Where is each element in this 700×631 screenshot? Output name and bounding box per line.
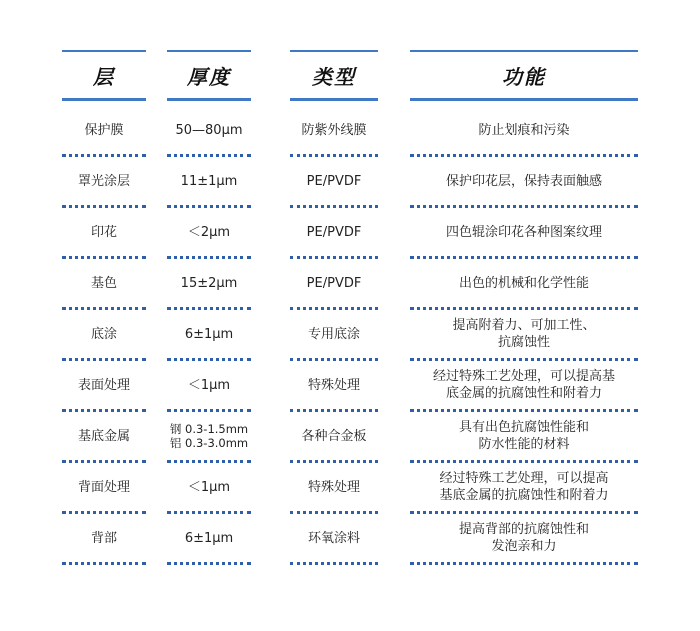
cell-function <box>410 363 638 407</box>
cell-function-line: 经过特殊工艺处理，可以提高 <box>439 471 609 486</box>
cell-function-line: 提高背部的抗腐蚀性和 <box>458 522 589 537</box>
cell-layer: 底涂 <box>90 326 117 342</box>
cell-type: PE/PVDF <box>306 224 362 240</box>
cell-thickness: 50—80μm <box>175 122 243 138</box>
row-divider <box>290 409 378 412</box>
cell-layer: 印花 <box>90 224 117 240</box>
cell-thickness: 6±1μm <box>184 326 234 342</box>
cell-layer: 表面处理 <box>77 377 130 393</box>
row-divider <box>167 409 251 412</box>
cell-type: 环氧涂料 <box>307 530 360 546</box>
row-divider <box>167 511 251 514</box>
cell-function <box>410 210 638 254</box>
cell-thickness <box>167 414 251 458</box>
row-divider <box>410 256 638 259</box>
cell-function-line: 底金属的抗腐蚀性和附着力 <box>445 386 602 401</box>
cell-function <box>410 159 638 203</box>
cell-thickness-line: 铝 0.3-3.0mm <box>169 436 249 450</box>
cell-layer: 基色 <box>90 275 117 291</box>
cell-function-line: 抗腐蚀性 <box>497 335 550 350</box>
table-row <box>50 261 642 312</box>
cell-thickness: 6±1μm <box>184 530 234 546</box>
row-divider <box>62 256 146 259</box>
cell-layer: 保护膜 <box>84 122 124 138</box>
row-divider <box>62 358 146 361</box>
row-divider <box>167 154 251 157</box>
row-divider <box>410 409 638 412</box>
row-divider <box>290 358 378 361</box>
row-divider <box>167 460 251 463</box>
cell-function <box>410 312 638 356</box>
row-divider <box>410 205 638 208</box>
row-divider <box>62 511 146 514</box>
cell-thickness: ＜1μm <box>187 377 231 393</box>
row-divider <box>290 205 378 208</box>
cell-function <box>410 108 638 152</box>
row-divider <box>410 358 638 361</box>
table-row <box>50 363 642 414</box>
cell-function <box>410 414 638 458</box>
row-divider <box>62 307 146 310</box>
table-row <box>50 159 642 210</box>
table-row <box>50 414 642 465</box>
cell-type: 特殊处理 <box>307 377 360 393</box>
cell-function-line: 提高附着力、可加工性、 <box>452 318 596 333</box>
header-type: 类型 <box>290 50 378 101</box>
table-row <box>50 516 642 567</box>
row-divider <box>167 562 251 565</box>
header-function: 功能 <box>410 50 638 101</box>
cell-thickness: ＜1μm <box>187 479 231 495</box>
cell-thickness-line: 钢 0.3-1.5mm <box>169 422 249 436</box>
row-divider <box>290 511 378 514</box>
row-divider <box>290 256 378 259</box>
cell-function-line: 具有出色抗腐蚀性能和 <box>458 420 589 435</box>
row-divider <box>167 358 251 361</box>
cell-type: 防紫外线膜 <box>301 122 367 138</box>
row-divider <box>290 562 378 565</box>
cell-function-line: 四色辊涂印花各种图案纹理 <box>445 224 602 240</box>
row-divider <box>410 154 638 157</box>
row-divider <box>290 154 378 157</box>
row-divider <box>62 460 146 463</box>
row-divider <box>167 256 251 259</box>
cell-function-line: 基底金属的抗腐蚀性和附着力 <box>439 488 609 503</box>
row-divider <box>290 460 378 463</box>
cell-function <box>410 465 638 509</box>
cell-layer: 背面处理 <box>77 479 130 495</box>
table-row <box>50 312 642 363</box>
row-divider <box>62 205 146 208</box>
cell-type: PE/PVDF <box>306 173 362 189</box>
header-layer: 层 <box>62 50 146 101</box>
cell-layer: 基底金属 <box>77 428 130 444</box>
row-divider <box>410 511 638 514</box>
row-divider <box>167 307 251 310</box>
cell-function-line: 保护印花层，保持表面触感 <box>445 173 602 189</box>
cell-thickness: ＜2μm <box>187 224 231 240</box>
row-divider <box>410 307 638 310</box>
cell-function-line: 防水性能的材料 <box>478 437 570 452</box>
cell-type: 特殊处理 <box>307 479 360 495</box>
table-row <box>50 465 642 516</box>
cell-function-line: 发泡亲和力 <box>491 539 557 554</box>
cell-layer: 罩光涂层 <box>77 173 130 189</box>
row-divider <box>410 460 638 463</box>
row-divider <box>290 307 378 310</box>
row-divider <box>167 205 251 208</box>
header-thickness: 厚度 <box>167 50 251 101</box>
row-divider <box>62 154 146 157</box>
cell-function-line: 防止划痕和污染 <box>478 122 570 138</box>
row-divider <box>410 562 638 565</box>
cell-type: 各种合金板 <box>301 428 367 444</box>
cell-thickness: 15±2μm <box>180 275 238 291</box>
row-divider <box>62 562 146 565</box>
cell-layer: 背部 <box>90 530 117 546</box>
cell-type: PE/PVDF <box>306 275 362 291</box>
cell-function <box>410 516 638 560</box>
cell-function-line: 经过特殊工艺处理，可以提高基 <box>432 369 615 384</box>
cell-function-line: 出色的机械和化学性能 <box>458 275 589 291</box>
cell-thickness: 11±1μm <box>180 173 238 189</box>
row-divider <box>62 409 146 412</box>
table-row <box>50 210 642 261</box>
table-row <box>50 108 642 159</box>
cell-type: 专用底涂 <box>307 326 360 342</box>
cell-function <box>410 261 638 305</box>
